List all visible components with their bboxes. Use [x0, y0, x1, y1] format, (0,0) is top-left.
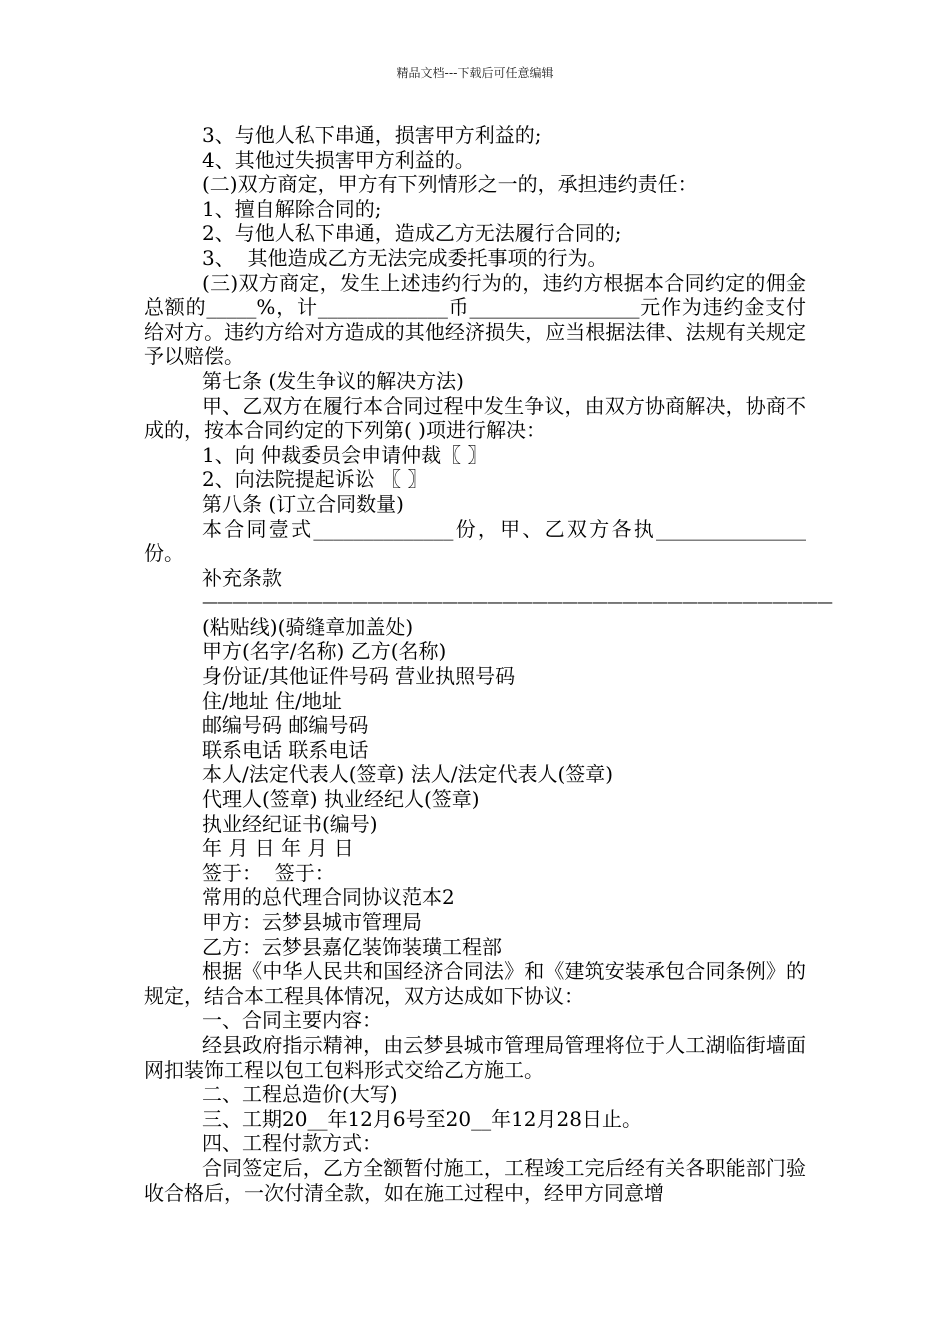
paragraph: 代理人(签章) 执业经纪人(签章) [202, 787, 480, 812]
paragraph: 3、与他人私下串通，损害甲方利益的; [202, 123, 542, 147]
paragraph: 第七条 (发生争议的解决方法) [202, 368, 464, 393]
paragraph: 1、擅自解除合同的; [202, 196, 382, 221]
paragraph: 邮编号码 邮编号码 [202, 713, 369, 738]
paragraph: 签于： 签于： [202, 860, 335, 885]
paragraph: 常用的总代理合同协议范本2 [202, 885, 455, 910]
paragraph: 执业经纪证书(编号) [202, 811, 378, 836]
paragraph: 2、向法院提起诉讼 〖 〗 [202, 467, 428, 492]
paragraph: 2、与他人私下串通，造成乙方无法履行合同的; [202, 221, 622, 246]
paragraph: 4、其他过失损害甲方利益的。 [202, 147, 475, 172]
paragraph: 乙方：云梦县嘉亿装饰装璜工程部 [202, 934, 502, 959]
paragraph: 合同签定后，乙方全额暂付施工，工程竣工完后经有关各职能部门验收合格后，一次付清全款，如在施工过程中，经甲方同意增 [144, 1155, 806, 1205]
paragraph: 年 月 日 年 月 日 [202, 836, 354, 861]
paragraph: 第八条 (订立合同数量) [202, 491, 404, 516]
paragraph: 三、工期20__年12月6号至20__年12月28日止。 [202, 1106, 642, 1131]
paragraph: 四、工程付款方式： [202, 1131, 382, 1156]
paragraph: 1、向 仲裁委员会申请仲裁〖 〗 [202, 442, 488, 467]
document-body [144, 123, 832, 1205]
paragraph: 一、合同主要内容： [202, 1008, 382, 1033]
paragraph: 本合同壹式______________份，甲、乙双方各执_______________份。 [144, 516, 806, 566]
paragraph: 本人/法定代表人(签章) 法人/法定代表人(签章) [202, 762, 614, 787]
paragraph: 经县政府指示精神，由云梦县城市管理局管理将位于人工湖临街墙面网扣装饰工程以包工包料形式交给乙方施工。 [144, 1032, 806, 1082]
separator-line: —————————————————————————————————————————— [202, 592, 832, 612]
paragraph: (三)双方商定，发生上述违约行为的，违约方根据本合同约定的佣金总额的_____%，计_____________币_________________元作为违约金支付给对方。违约方给对方造成的其他经济损失，应当根据法律、法规有关规定予以赔偿。 [144, 270, 806, 369]
paragraph: 3、 其他造成乙方无法完成委托事项的行为。 [202, 245, 608, 270]
paragraph: (粘贴线)(骑缝章加盖处) [202, 614, 414, 639]
paragraph: 甲、乙双方在履行本合同过程中发生争议，由双方协商解决，协商不成的，按本合同约定的下列第( )项进行解决： [144, 393, 806, 443]
paragraph: 根据《中华人民共和国经济合同法》和《建筑安装承包合同条例》的规定，结合本工程具体情况，双方达成如下协议： [144, 959, 806, 1008]
paragraph: 甲方(名字/名称) 乙方(名称) [202, 639, 447, 664]
paragraph: 甲方：云梦县城市管理局 [202, 910, 422, 934]
paragraph: (二)双方商定，甲方有下列情形之一的，承担违约责任： [202, 172, 698, 197]
paragraph: 住/地址 住/地址 [202, 688, 342, 713]
page-header: 精品文档---下载后可任意编辑 [396, 66, 554, 80]
paragraph: 补充条款 [202, 565, 282, 590]
paragraph: 二、工程总造价(大写) [202, 1082, 398, 1107]
paragraph: 身份证/其他证件号码 营业执照号码 [202, 664, 516, 689]
paragraph: 联系电话 联系电话 [202, 737, 369, 762]
